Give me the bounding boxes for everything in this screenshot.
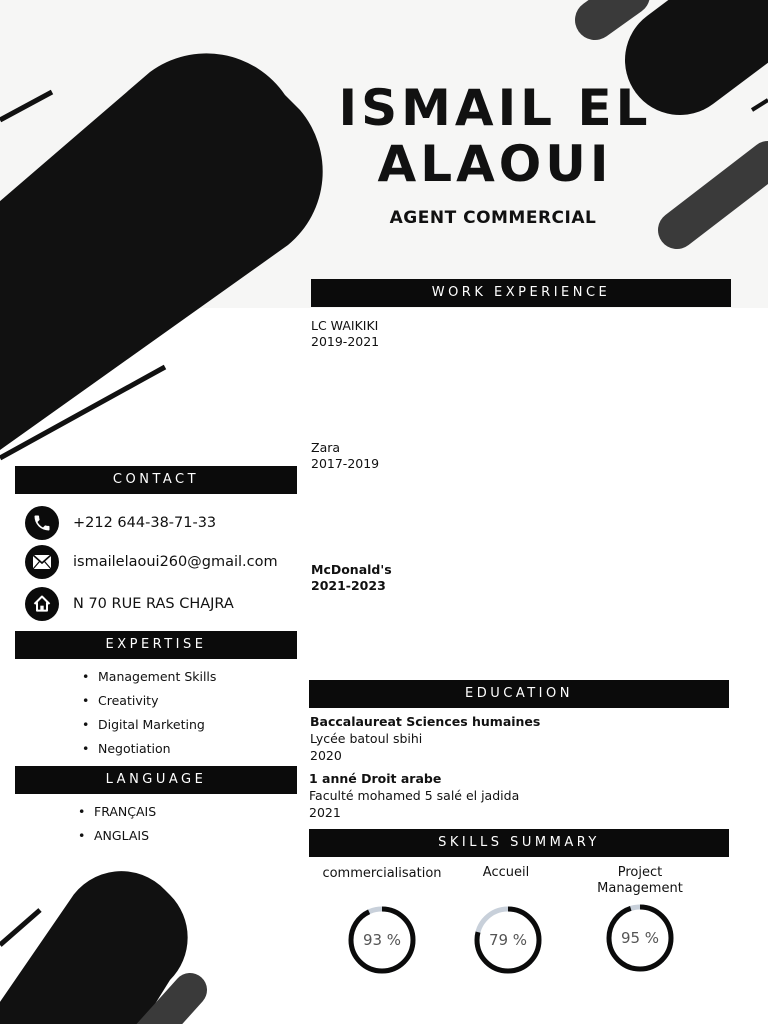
education-heading: EDUCATION (309, 680, 729, 708)
decorative-line (0, 910, 40, 945)
expertise-list (82, 665, 216, 761)
skill-ring (473, 905, 543, 975)
work-experience-heading: WORK EXPERIENCE (311, 279, 731, 307)
email-address[interactable]: ismailelaoui260@gmail.com (73, 554, 278, 570)
skill-percent: 79 % (488, 931, 528, 949)
skill-label: Accueil (482, 865, 530, 880)
decorative-pill-grey (677, 160, 768, 230)
mail-icon (25, 545, 59, 579)
phone-number[interactable]: +212 644-38-71-33 (73, 515, 217, 531)
work-item (311, 562, 392, 594)
education-school: Faculté mohamed 5 salé el jadida (309, 788, 520, 803)
list-item: • Digital Marketing (82, 713, 216, 737)
home-icon (25, 587, 59, 621)
phone-icon (25, 506, 59, 540)
work-dates: 2019-2021 (311, 334, 380, 349)
language-list (78, 800, 156, 848)
decorative-line (752, 100, 768, 110)
name-line-2: ALAOUI (377, 135, 613, 193)
address: N 70 RUE RAS CHAJRA (73, 596, 234, 612)
work-company: McDonald's (311, 562, 392, 577)
list-item: • Creativity (82, 689, 216, 713)
job-title: AGENT COMMERCIAL (389, 208, 597, 228)
skill-label: commercialisation (322, 866, 442, 881)
expertise-heading: EXPERTISE (15, 631, 297, 659)
decorative-line (0, 92, 52, 120)
candidate-name (300, 80, 690, 192)
skill-percent: 95 % (620, 929, 660, 947)
work-company: LC WAIKIKI (311, 318, 379, 333)
contact-phone (25, 506, 305, 540)
skill-percent: 93 % (362, 931, 402, 949)
work-item (311, 440, 379, 472)
name-line-1: ISMAIL EL (338, 79, 652, 137)
contact-email (25, 545, 305, 579)
work-dates: 2017-2019 (311, 456, 380, 471)
skill-ring (347, 905, 417, 975)
language-heading: LANGUAGE (15, 766, 297, 794)
work-item (311, 318, 379, 350)
education-school: Lycée batoul sbihi (310, 731, 423, 746)
skill-ring (605, 903, 675, 973)
decorative-pill-large (0, 53, 323, 450)
skill-label: Project Management (597, 865, 683, 896)
list-item: • ANGLAIS (78, 824, 156, 848)
education-degree: 1 anné Droit arabe (309, 771, 442, 786)
education-degree: Baccalaureat Sciences humaines (310, 714, 541, 729)
education-year: 2020 (310, 748, 342, 763)
education-item (309, 770, 519, 821)
skills-heading: SKILLS SUMMARY (309, 829, 729, 857)
education-year: 2021 (309, 805, 341, 820)
contact-address (25, 587, 305, 621)
decorative-pill-grey (595, 0, 630, 20)
work-company: Zara (311, 440, 341, 455)
education-item (310, 713, 540, 764)
work-dates: 2021-2023 (311, 578, 386, 593)
list-item: • Negotiation (82, 737, 216, 761)
contact-heading: CONTACT (15, 466, 297, 494)
list-item: • Management Skills (82, 665, 216, 689)
list-item: • FRANÇAIS (78, 800, 156, 824)
decorative-pill-dark (680, 0, 760, 60)
